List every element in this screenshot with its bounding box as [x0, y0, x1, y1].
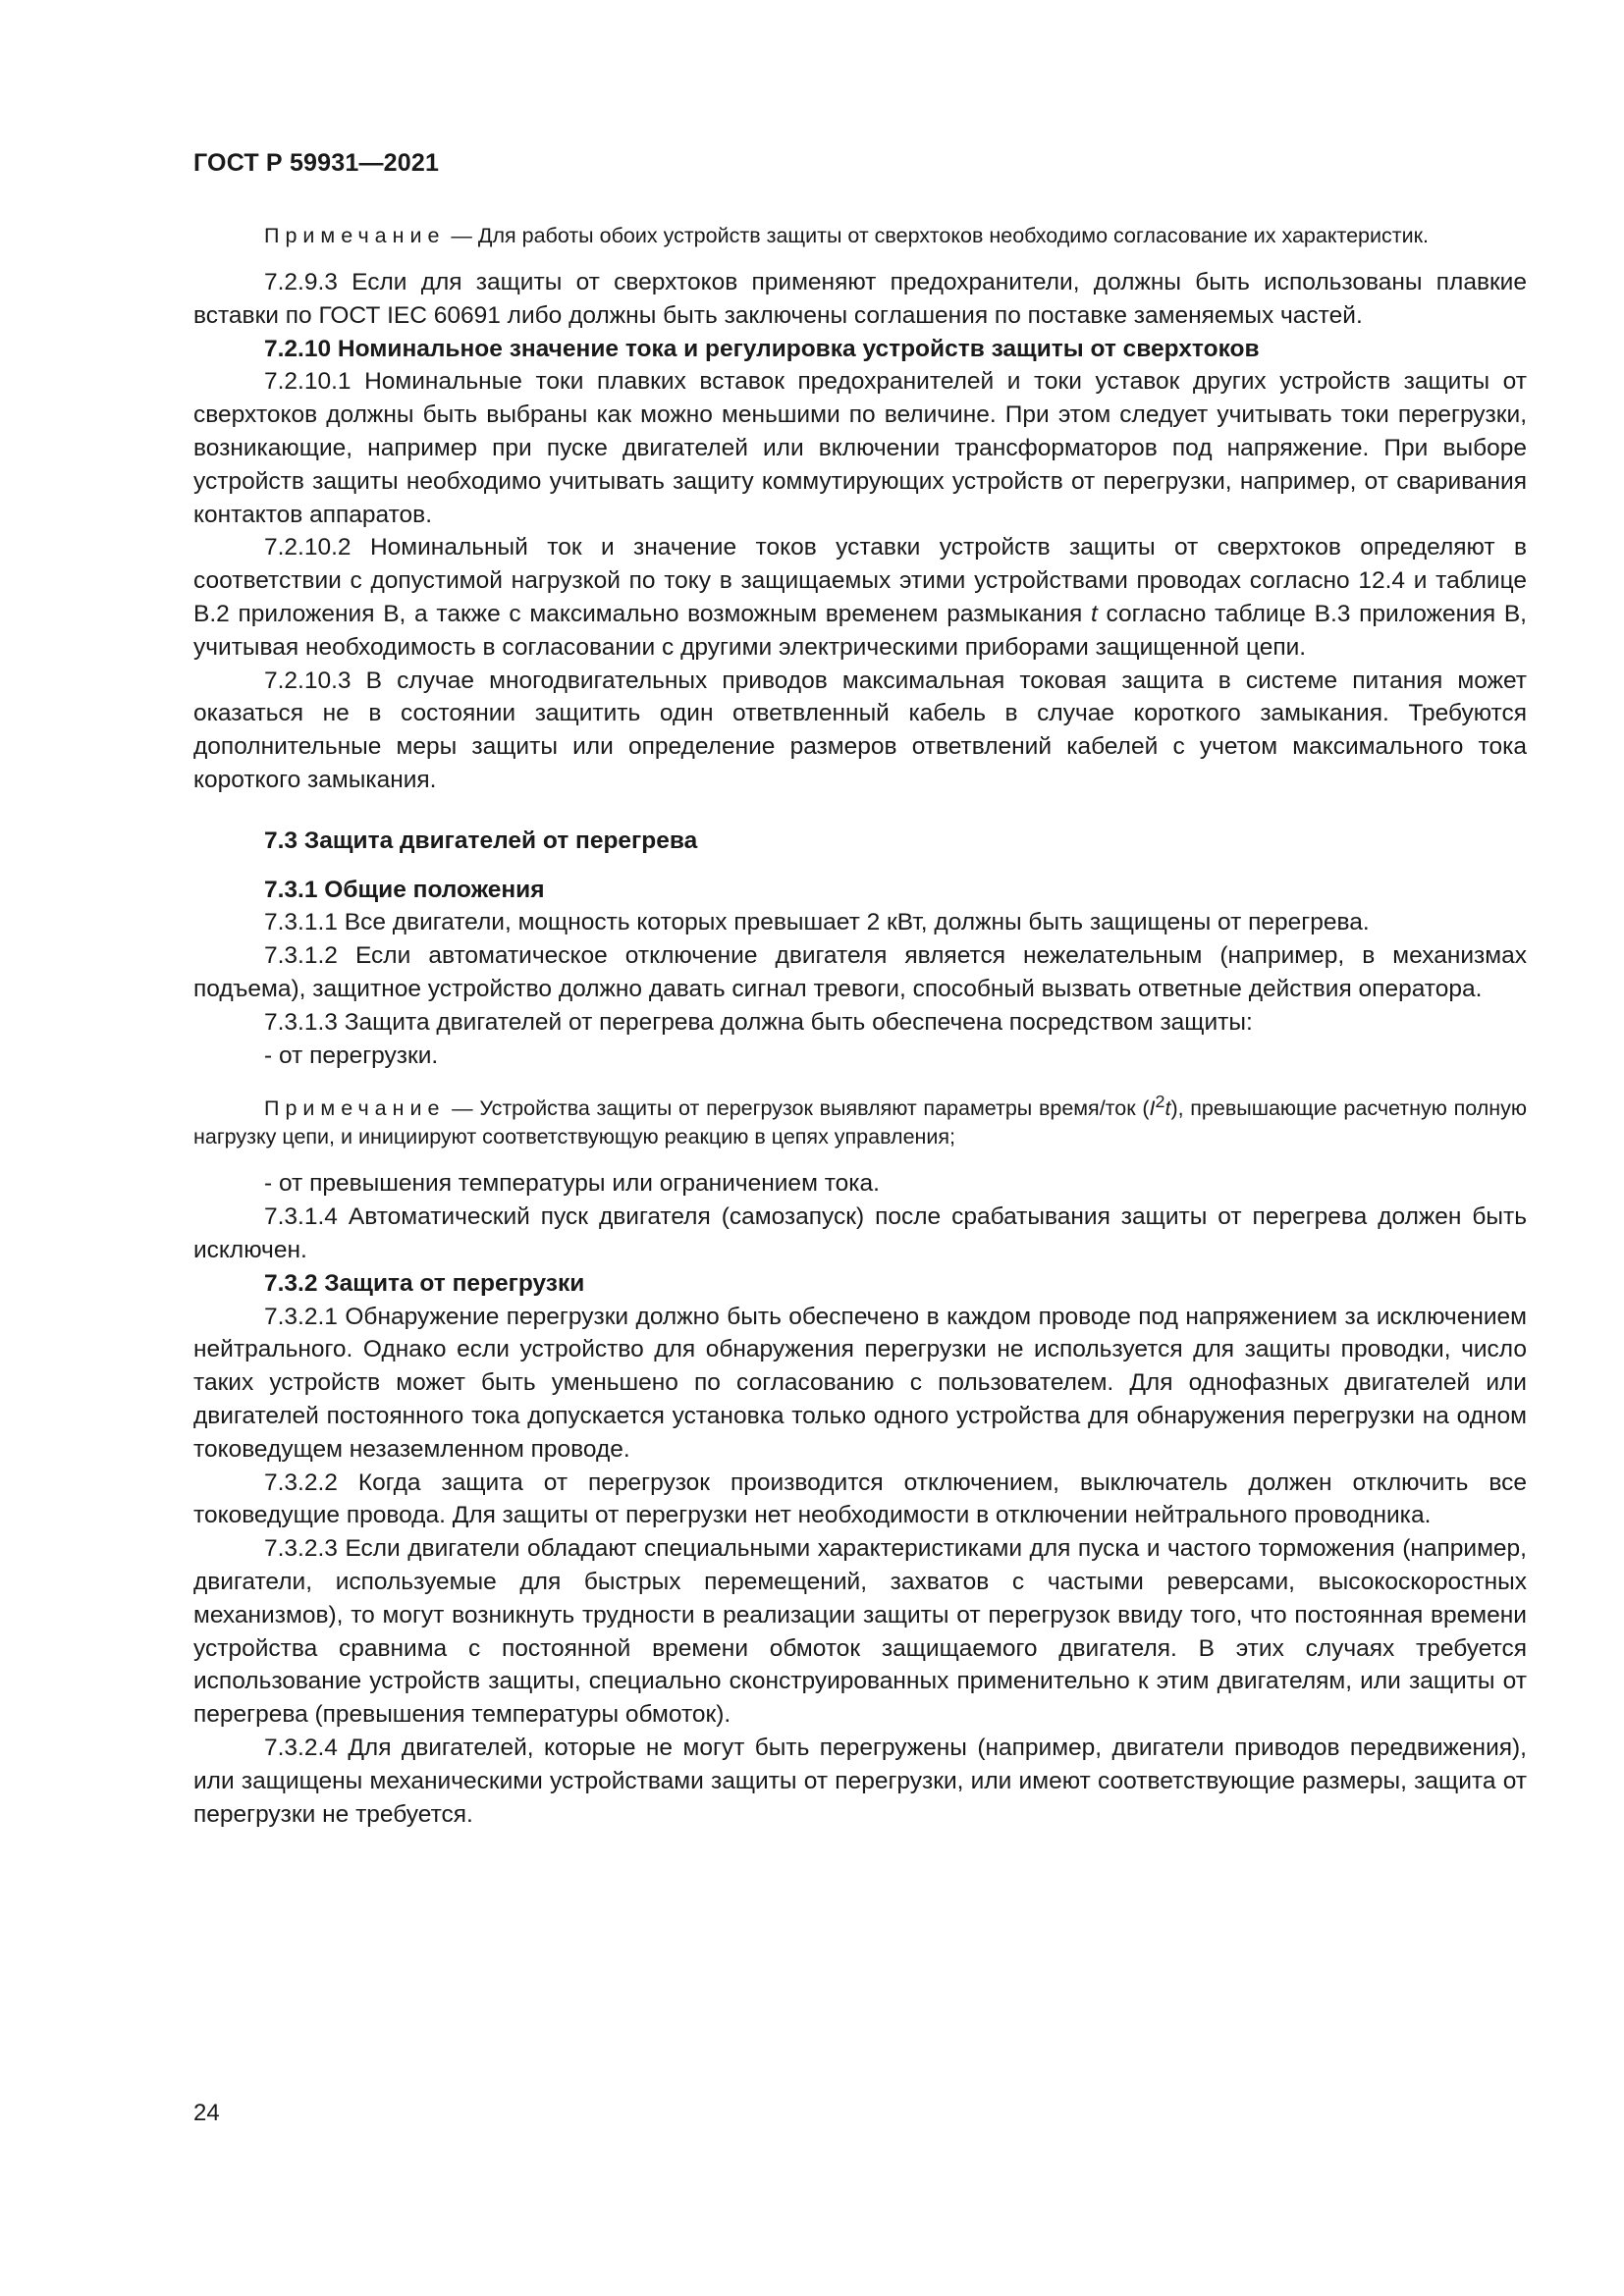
document-id: ГОСТ Р 59931—2021 [193, 149, 440, 177]
note-text: — Для работы обоих устройств защиты от сверхтоков необходимо согласование их характеристик. [445, 224, 1430, 247]
paragraph-7-2-10-3: 7.2.10.3 В случае многодвигательных приводов максимальная токовая защита в системе питания может оказаться не в состоянии защитить один ответвленный кабель в случае короткого замыкания. Требуются дополнительные меры защиты или определение размеров ответвлений кабелей с учетом максимального тока короткого замыкания. [193, 667, 1527, 793]
paragraph-7-3-1-1: 7.3.1.1 Все двигатели, мощность которых превышает 2 кВт, должны быть защищены от перегрева. [264, 909, 1370, 936]
square-superscript: 2 [1155, 1092, 1165, 1112]
heading-7-3-1: 7.3.1 Общие положения [264, 876, 545, 903]
document-body [193, 222, 1527, 1831]
heading-7-3-2: 7.3.2 Защита от перегрузки [264, 1269, 585, 1297]
paragraph-7-3-2-2: 7.3.2.2 Когда защита от перегрузок производится отключением, выключатель должен отключить все токоведущие провода. Для защиты от перегрузки нет необходимости в отключении нейтрального проводника. [193, 1468, 1527, 1529]
heading-7-2-10: 7.2.10 Номинальное значение тока и регулировка устройств защиты от сверхтоков [264, 335, 1260, 362]
list-item-overload: - от перегрузки. [264, 1041, 439, 1069]
page-number: 24 [193, 2100, 220, 2126]
note-paragraph-2 [193, 1088, 1527, 1151]
time-symbol: t [1090, 600, 1098, 627]
paragraph-7-3-2-1: 7.3.2.1 Обнаружение перегрузки должно быть обеспечено в каждом проводе под напряжением за исключением нейтрального. Однако если устройство для обнаружения перегрузки не используется для защиты проводки, число таких устройств может быть уменьшено по согласованию с пользователем. Для однофазных двигателей или двигателей постоянного тока допускается установка только одного устройства для обнаружения перегрузки на одном токоведущем незаземленном проводе. [193, 1303, 1527, 1463]
note-label-2: Примечание [264, 1096, 446, 1121]
paragraph-7-2-10-2-rest: согласно таблице В.3 приложения В, учитывая необходимость в согласовании с другими электрическими приборами защищенной цепи. [193, 600, 1527, 661]
paragraph-7-3-2-3: 7.3.2.3 Если двигатели обладают специальными характеристиками для пуска и частого торможения (например, двигатели, используемые для быстрых перемещений, захватов с частыми реверсами, высокоскоростных механизмов), то могут возникнуть трудности в реализации защиты от перегрузок ввиду того, что постоянная времени устройства сравнима с постоянной времени обмоток защищаемого двигателя. В этих случаях требуется использование устройств защиты, специально сконструированных применительно к этим двигателям, или защиты от перегрева (превышения температуры обмоток). [193, 1535, 1527, 1729]
current-symbol: I [1149, 1096, 1156, 1121]
note-label: Примечание [264, 224, 446, 247]
heading-7-3: 7.3 Защита двигателей от перегрева [264, 827, 698, 854]
paragraph-7-2-9-3: 7.2.9.3 Если для защиты от сверхтоков применяют предохранители, должны быть использованы плавкие вставки по ГОСТ IEC 60691 либо должны быть заключены соглашения по поставке заменяемых частей. [193, 269, 1527, 329]
paragraph-7-3-1-3: 7.3.1.3 Защита двигателей от перегрева должна быть обеспечена посредством защиты: [264, 1008, 1253, 1036]
paragraph-7-2-10-2 [193, 531, 1527, 664]
paragraph-7-3-1-4: 7.3.1.4 Автоматический пуск двигателя (самозапуск) после срабатывания защиты от перегрева должен быть исключен. [193, 1203, 1527, 1264]
paragraph-7-3-1-2: 7.3.1.2 Если автоматическое отключение двигателя является нежелательным (например, в механизмах подъема), защитное устройство должно давать сигнал тревоги, способный вызвать ответные действия оператора. [193, 942, 1527, 1002]
note-text-2: — Устройства защиты от перегрузок выявляют параметры время/ток ( [445, 1096, 1150, 1121]
paragraph-7-3-2-4: 7.3.2.4 Для двигателей, которые не могут быть перегружены (например, двигатели приводов передвижения), или защищены механическими устройствами защиты от перегрузки, или имеют соответствующие размеры, защита от перегрузки не требуется. [193, 1735, 1527, 1828]
note-paragraph [193, 222, 1527, 250]
list-item-temperature: - от превышения температуры или ограничением тока. [264, 1170, 880, 1198]
time-symbol-2: t [1164, 1096, 1171, 1121]
note-text-2-rest: ), превышающие расчетную полную нагрузку цепи, и инициируют соответствующую реакцию в цепях управления; [193, 1096, 1528, 1149]
paragraph-7-2-10-2-text: 7.2.10.2 Номинальный ток и значение токов уставки устройств защиты от сверхтоков определяют в соответствии с допустимой нагрузкой по току в защищаемых этими устройствами проводах согласно 12.4 и таблице В.2 приложения В, а также с максимально возможным временем размыкания [193, 534, 1527, 627]
paragraph-7-2-10-1: 7.2.10.1 Номинальные токи плавких вставок предохранителей и токи уставок других устройств защиты от сверхтоков должны быть выбраны как можно меньшими по величине. При этом следует учитывать токи перегрузки, возникающие, например при пуске двигателей или включении трансформаторов под напряжение. При выборе устройств защиты необходимо учитывать защиту коммутирующих устройств от перегрузки, например, от сваривания контактов аппаратов. [193, 368, 1527, 528]
